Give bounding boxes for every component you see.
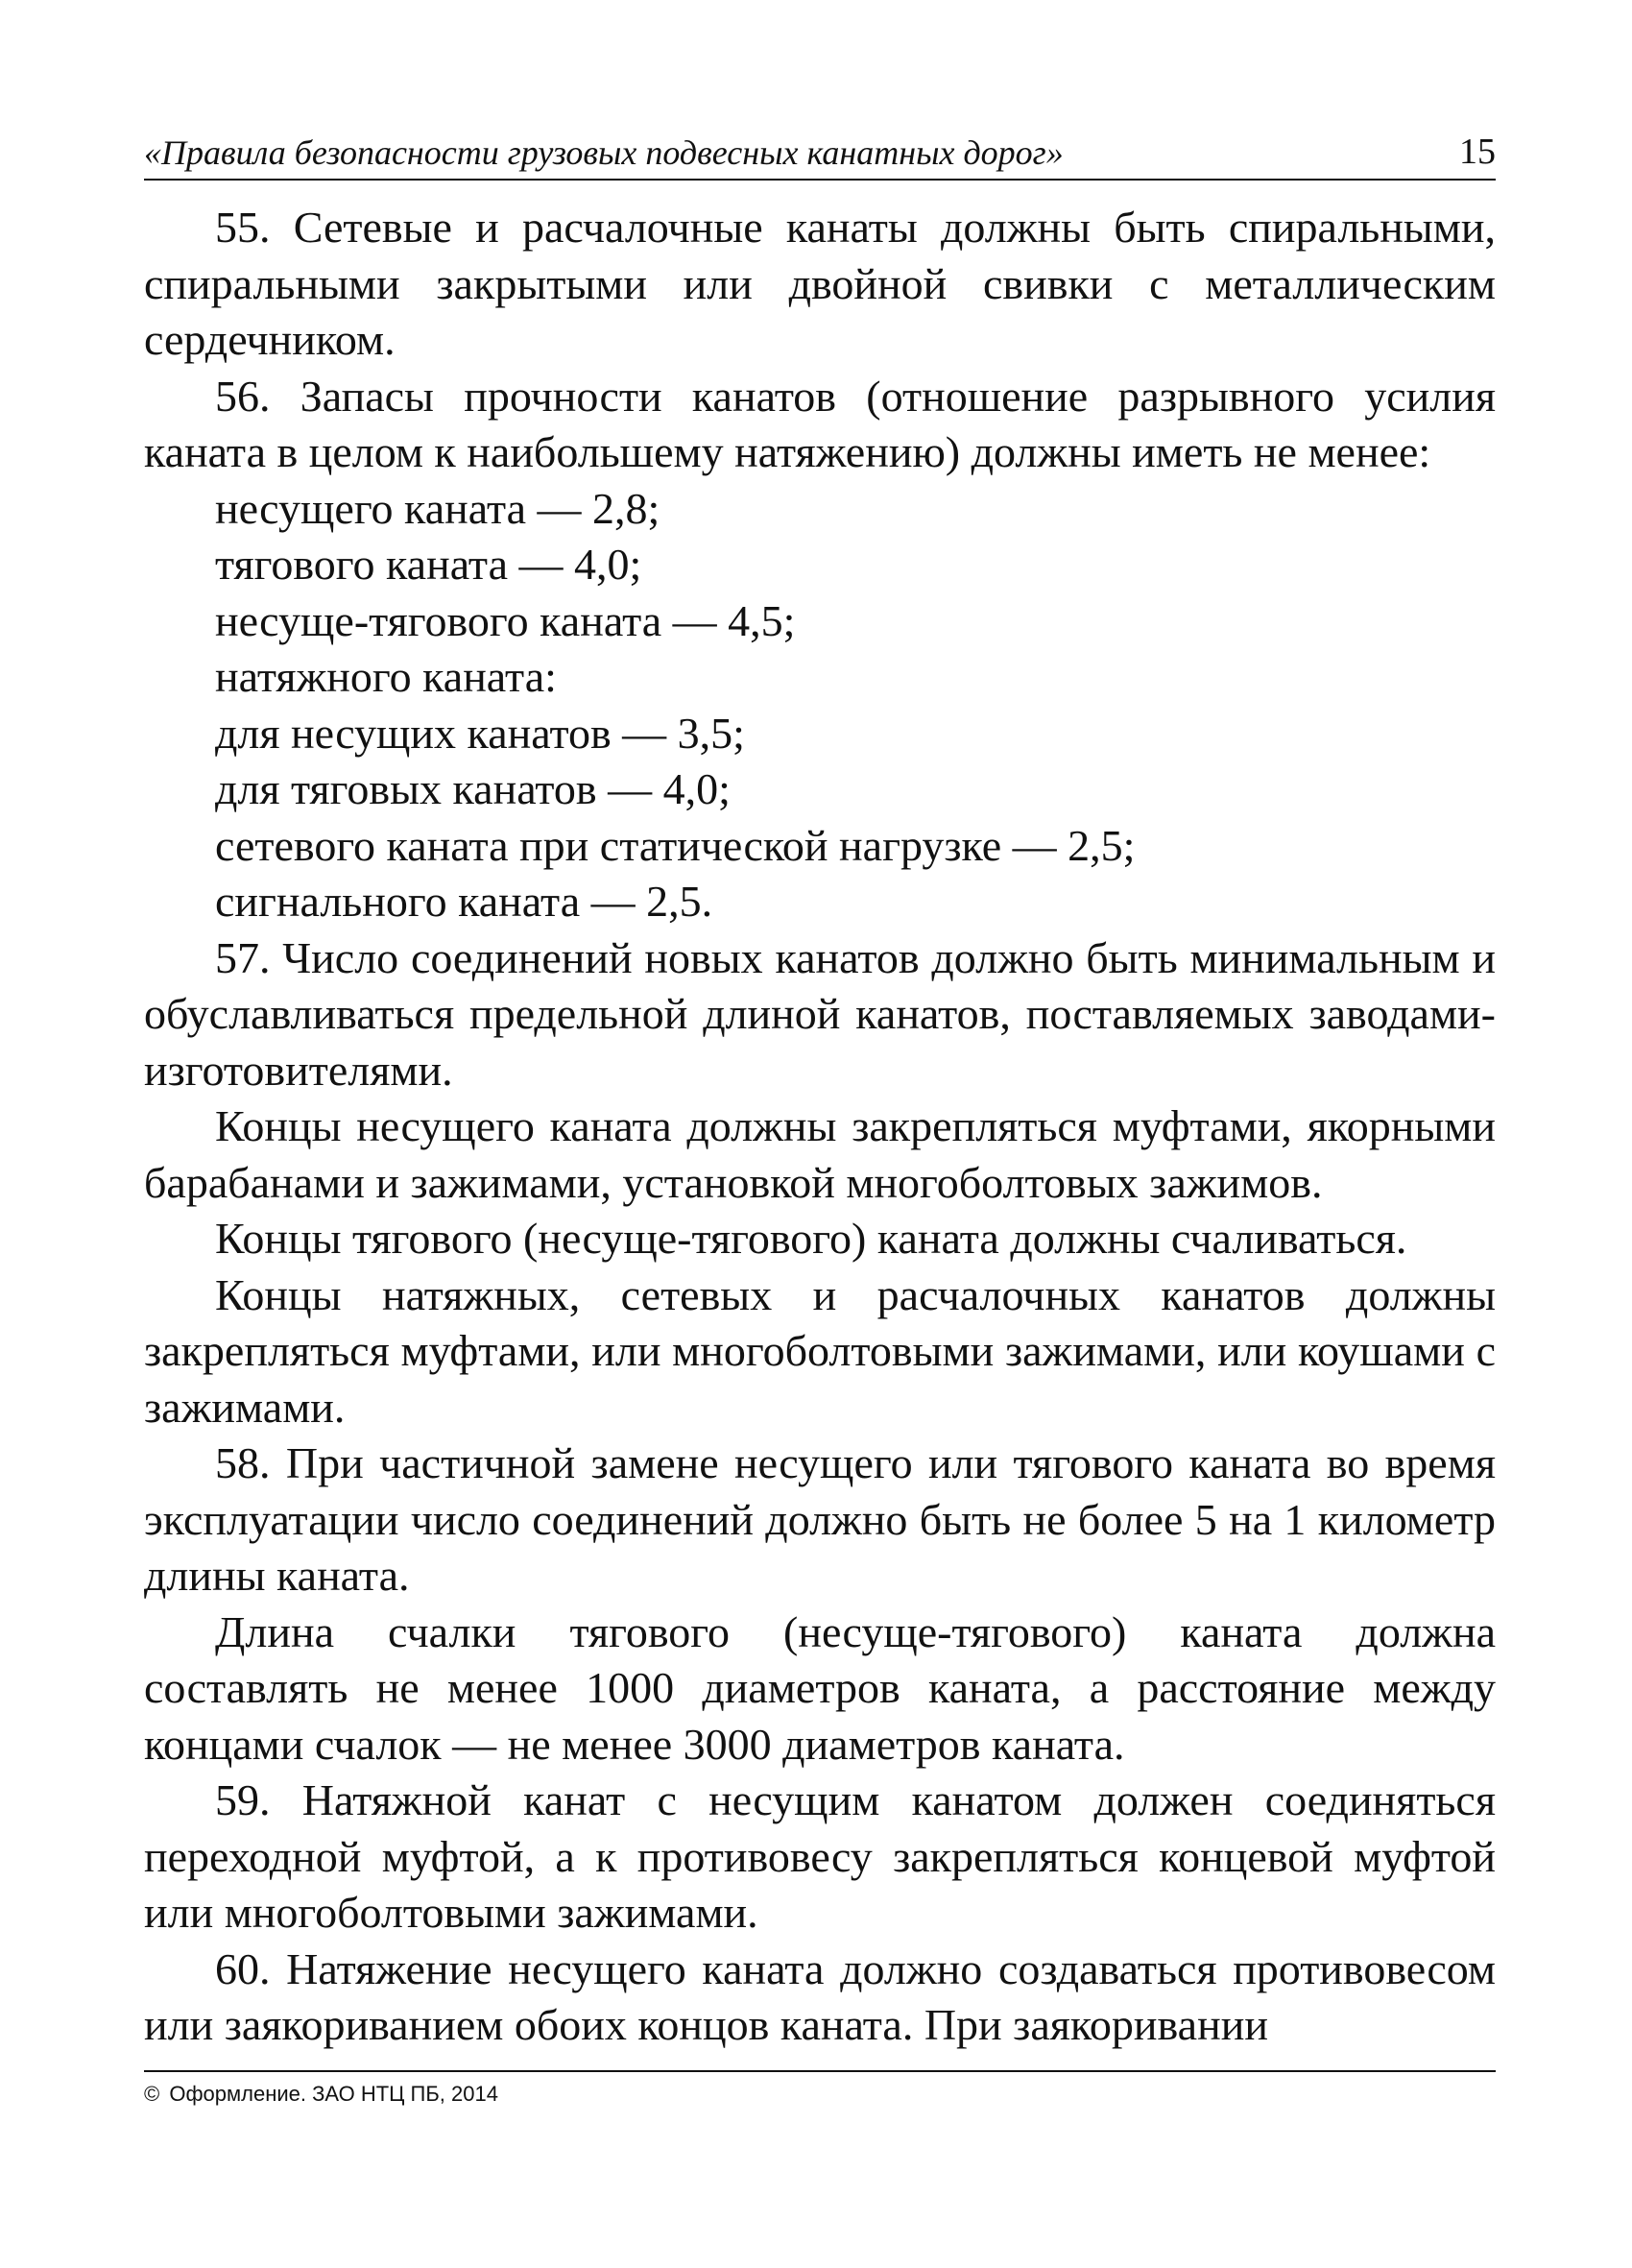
list-item: несуще-тягового каната — 4,5; — [215, 595, 796, 645]
copyright-icon: © — [144, 2082, 160, 2106]
paragraph-57-haul-rope-ends: Концы тягового (несуще-тягового) каната должны счаливаться. — [215, 1214, 1407, 1263]
list-item: для несущих канатов — 3,5; — [215, 708, 745, 758]
list-item: для тяговых канатов — 4,0; — [215, 764, 731, 813]
paragraph-58: 58. При частичной замене несущего или тягового каната во время эксплуатации число соединений должно быть не более 5 на 1 километр длины каната. — [144, 1438, 1496, 1600]
running-footer — [144, 2070, 1496, 2107]
safety-factor-list — [144, 481, 1496, 930]
paragraph-56: 56. Запасы прочности канатов (отношение разрывного усилия каната в целом к наибольшему натяжению) должны иметь не менее: — [144, 371, 1496, 476]
list-item: тягового каната — 4,0; — [215, 540, 642, 589]
body-text — [144, 200, 1496, 2054]
paragraph-55: 55. Сетевые и расчалочные канаты должны быть спиральными, спиральными закрытыми или двойной свивки с металлическим сердечником. — [144, 203, 1496, 364]
paragraph-57: 57. Число соединений новых канатов должно быть минимальным и обуславливаться предельной длиной канатов, поставляемых заводами-изготовителями. — [144, 932, 1496, 1095]
document-title: «Правила безопасности грузовых подвесных канатных дорог» — [144, 133, 1064, 172]
list-item: сетевого каната при статической нагрузке — 2,5; — [215, 820, 1136, 870]
running-header — [144, 131, 1496, 181]
list-item: сигнального каната — 2,5. — [215, 877, 713, 926]
document-page — [144, 0, 1496, 2268]
paragraph-59: 59. Натяжной канат с несущим канатом должен соединяться переходной муфтой, а к противовесу закрепляться концевой муфтой или многоболтовыми зажимами. — [144, 1775, 1496, 1937]
paragraph-58-splice-length: Длина счалки тягового (несуще-тягового) каната должна составлять не менее 1000 диаметров каната, а расстояние между концами счалок — не менее 3000 диаметров каната. — [144, 1606, 1496, 1769]
list-item: несущего каната — 2,8; — [215, 483, 660, 533]
page-number: 15 — [1459, 132, 1496, 172]
footer-text: Оформление. ЗАО НТЦ ПБ, 2014 — [169, 2082, 498, 2106]
paragraph-60: 60. Натяжение несущего каната должно создаваться противовесом или заякориванием обоих концов каната. При заякоривании — [144, 1943, 1496, 2049]
list-item: натяжного каната: — [215, 652, 557, 701]
paragraph-57-tension-rope-ends: Концы натяжных, сетевых и расчалочных канатов должны закрепляться муфтами, или многоболтовыми зажимами, или коушами с зажимами. — [144, 1269, 1496, 1432]
paragraph-57-carrier-rope-ends: Концы несущего каната должны закрепляться муфтами, якорными барабанами и зажимами, установкой многоболтовых зажимов. — [144, 1101, 1496, 1207]
